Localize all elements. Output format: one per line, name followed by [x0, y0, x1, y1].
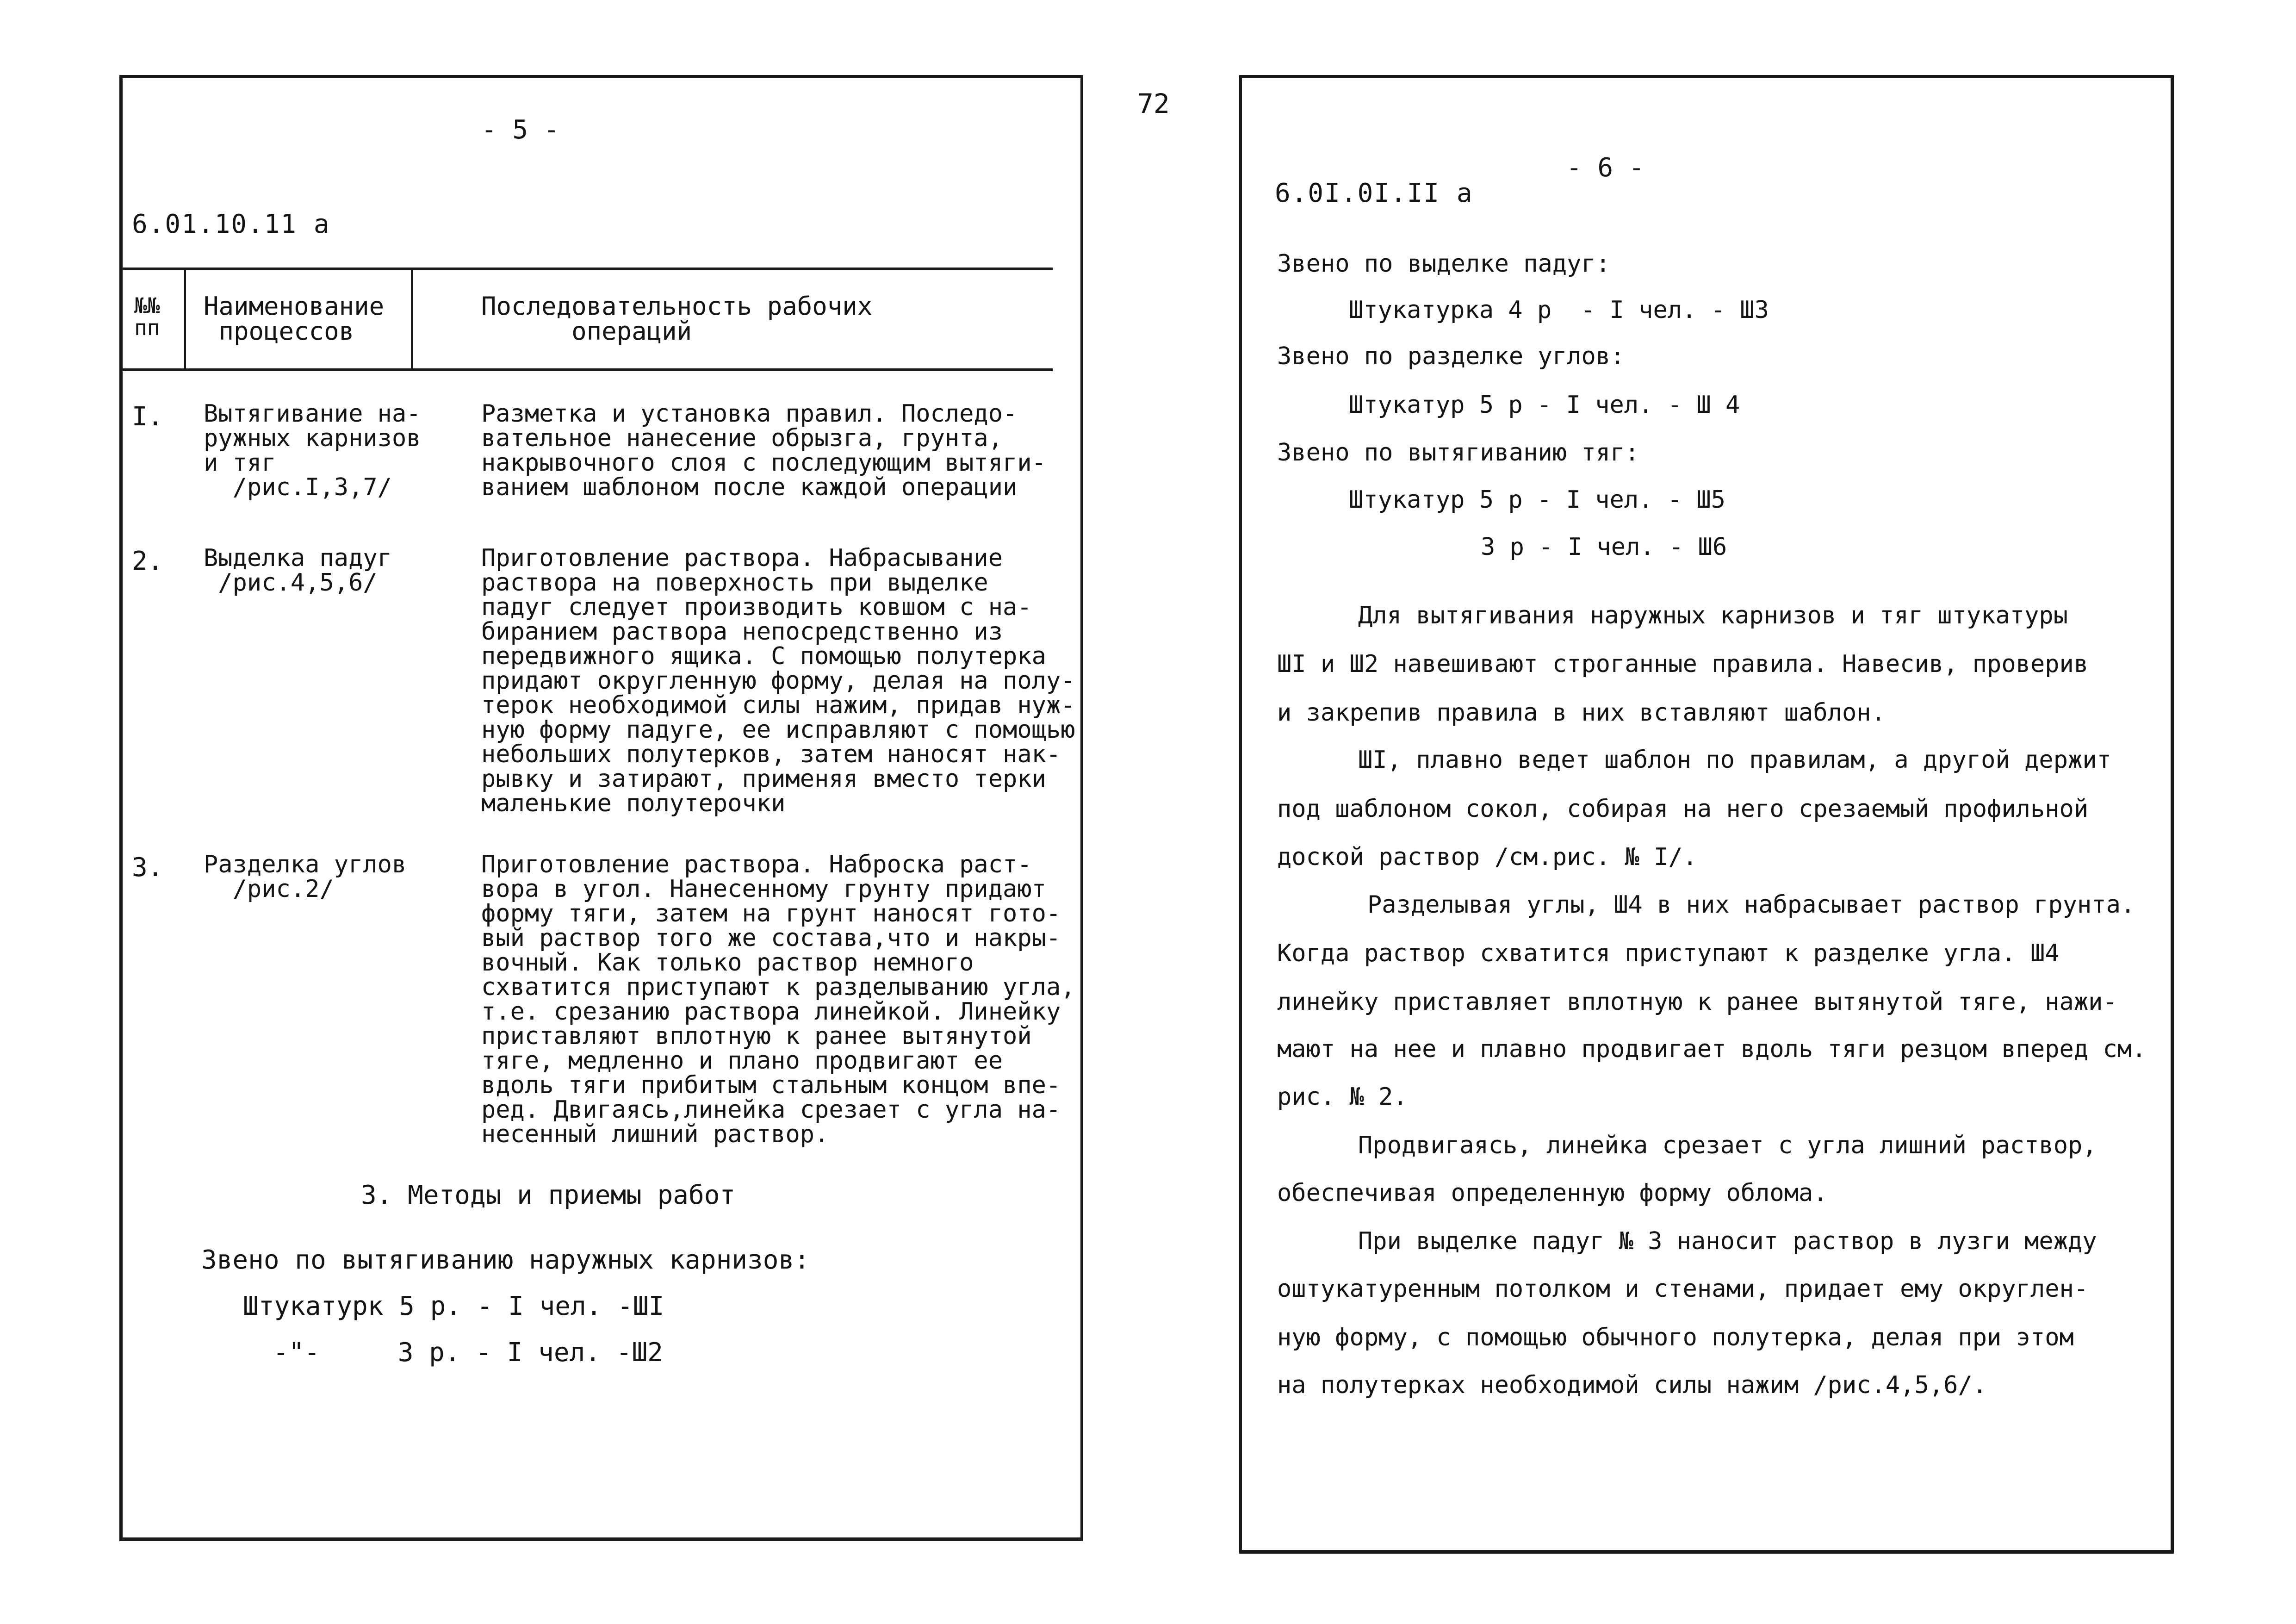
- section-title: 3. Методы и приемы работ: [361, 1180, 736, 1210]
- right-text-line: оштукатуренным потолком и стенами, придает ему округлен-: [1277, 1275, 2089, 1303]
- table-row-3-name: Разделка углов /рис.2/: [204, 851, 407, 903]
- right-text-line: 3 р - I чел. - Ш6: [1481, 533, 1727, 561]
- table-row-3-num: 3.: [132, 852, 163, 883]
- crew-line-2: -"- 3 р. - I чел. -Ш2: [273, 1338, 663, 1368]
- right-text-line: доской раствор /см.рис. № I/.: [1277, 843, 1697, 871]
- right-doc-code: 6.0I.0I.II а: [1275, 178, 1473, 208]
- right-text-line: Разделывая углы, Ш4 в них набрасывает раствор грунта.: [1367, 891, 2135, 919]
- right-text-line: линейку приставляет вплотную к ранее вытянутой тяге, нажи-: [1277, 988, 2117, 1016]
- table-row-3-operations: Приготовление раствора. Наброска раст- вора в угол. Нанесенному грунту придают форму тяги, затем на грунт наносят гото- вый раствор того же состава,что и накры- вочный. Как только раствор немного схватится приступают к разделыванию угла, т.е. срезанию раствора линейкой. Линейку приставляют вплотную к ранее вытянутой тяге, медленно и плано продвигают ее вдоль тяги прибитым стальным концом впе- ред. Двигаясь,линейка срезает с угла на- несенный лишний раствор.: [481, 851, 1075, 1148]
- right-text-line: Звено по выделке падуг:: [1277, 250, 1611, 278]
- table-col-divider-1: [184, 269, 186, 368]
- table-row-2-operations: Приготовление раствора. Набрасывание раствора на поверхность при выделке падуг следует производить ковшом с на- биранием раствора непосредственно из передвижного ящика. С помощью полутерка придают округленную форму, делая на полу- терок необходимой силы нажим, придав нуж- ную форму падуге, ее исправляют с помощью небольших полутерков, затем наносят нак- рывку и затирают, применяя вместо терки маленькие полутерочки: [481, 544, 1075, 817]
- left-page-number: - 5 -: [481, 115, 559, 145]
- table-row-2-name: Выделка падуг /рис.4,5,6/: [204, 544, 392, 597]
- right-text-line: ШI и Ш2 навешивают строганные правила. Навесив, проверив: [1277, 650, 2089, 678]
- right-text-line: под шаблоном сокол, собирая на него срезаемый профильной: [1277, 795, 2089, 823]
- table-header-num: №№ пп: [134, 293, 160, 340]
- table-header-operations: Последовательность рабочих операций: [481, 292, 873, 346]
- table-row-1-name: Вытягивание на- ружных карнизов и тяг /рис.I,3,7/: [204, 400, 421, 501]
- table-top-rule: [123, 268, 1053, 270]
- right-text-line: Звено по вытягиванию тяг:: [1277, 439, 1639, 467]
- table-row-1-operations: Разметка и установка правил. Последо- вательное нанесение обрызга, грунта, накрывочного слоя с последующим вытяги- ванием шаблоном после каждой операции: [481, 400, 1046, 501]
- right-text-line: Для вытягивания наружных карнизов и тяг штукатуры: [1358, 602, 2068, 629]
- table-col-divider-2: [411, 269, 413, 368]
- right-text-line: обеспечивая определенную форму облома.: [1277, 1179, 1828, 1207]
- right-text-line: мают на нее и плавно продвигает вдоль тяги резцом вперед см.: [1277, 1035, 2147, 1063]
- crew-heading: Звено по вытягиванию наружных карнизов:: [201, 1245, 810, 1275]
- crew-line-1: Штукатурк 5 р. - I чел. -ШI: [243, 1291, 664, 1321]
- right-text-line: Когда раствор схватится приступают к разделке угла. Ш4: [1277, 940, 2060, 967]
- table-header-rule: [123, 368, 1053, 371]
- right-text-line: и закрепив правила в них вставляют шаблон.: [1277, 699, 1886, 727]
- right-text-line: Штукатур 5 р - I чел. - Ш 4: [1349, 391, 1740, 419]
- right-text-line: Штукатур 5 р - I чел. - Ш5: [1349, 486, 1725, 514]
- right-text-line: ШI, плавно ведет шаблон по правилам, а другой держит: [1358, 746, 2111, 774]
- right-text-line: Продвигаясь, линейка срезает с угла лишний раствор,: [1358, 1132, 2097, 1159]
- right-page-number: - 6 -: [1566, 153, 1644, 183]
- table-row-1-num: I.: [132, 402, 163, 432]
- right-text-line: Штукатурка 4 р - I чел. - Ш3: [1349, 296, 1769, 324]
- right-text-line: При выделке падуг № 3 наносит раствор в лузги между: [1358, 1227, 2097, 1255]
- archive-page-number: 72: [1137, 88, 1170, 119]
- right-text-line: на полутерках необходимой силы нажим /рис.4,5,6/.: [1277, 1371, 1987, 1399]
- right-text-line: рис. № 2.: [1277, 1083, 1408, 1111]
- right-text-line: ную форму, с помощью обычного полутерка, делая при этом: [1277, 1324, 2074, 1351]
- table-header-name: Наименование процессов: [204, 292, 385, 346]
- table-row-2-num: 2.: [132, 546, 163, 576]
- left-doc-code: 6.01.10.11 a: [132, 209, 330, 239]
- right-text-line: Звено по разделке углов:: [1277, 342, 1625, 370]
